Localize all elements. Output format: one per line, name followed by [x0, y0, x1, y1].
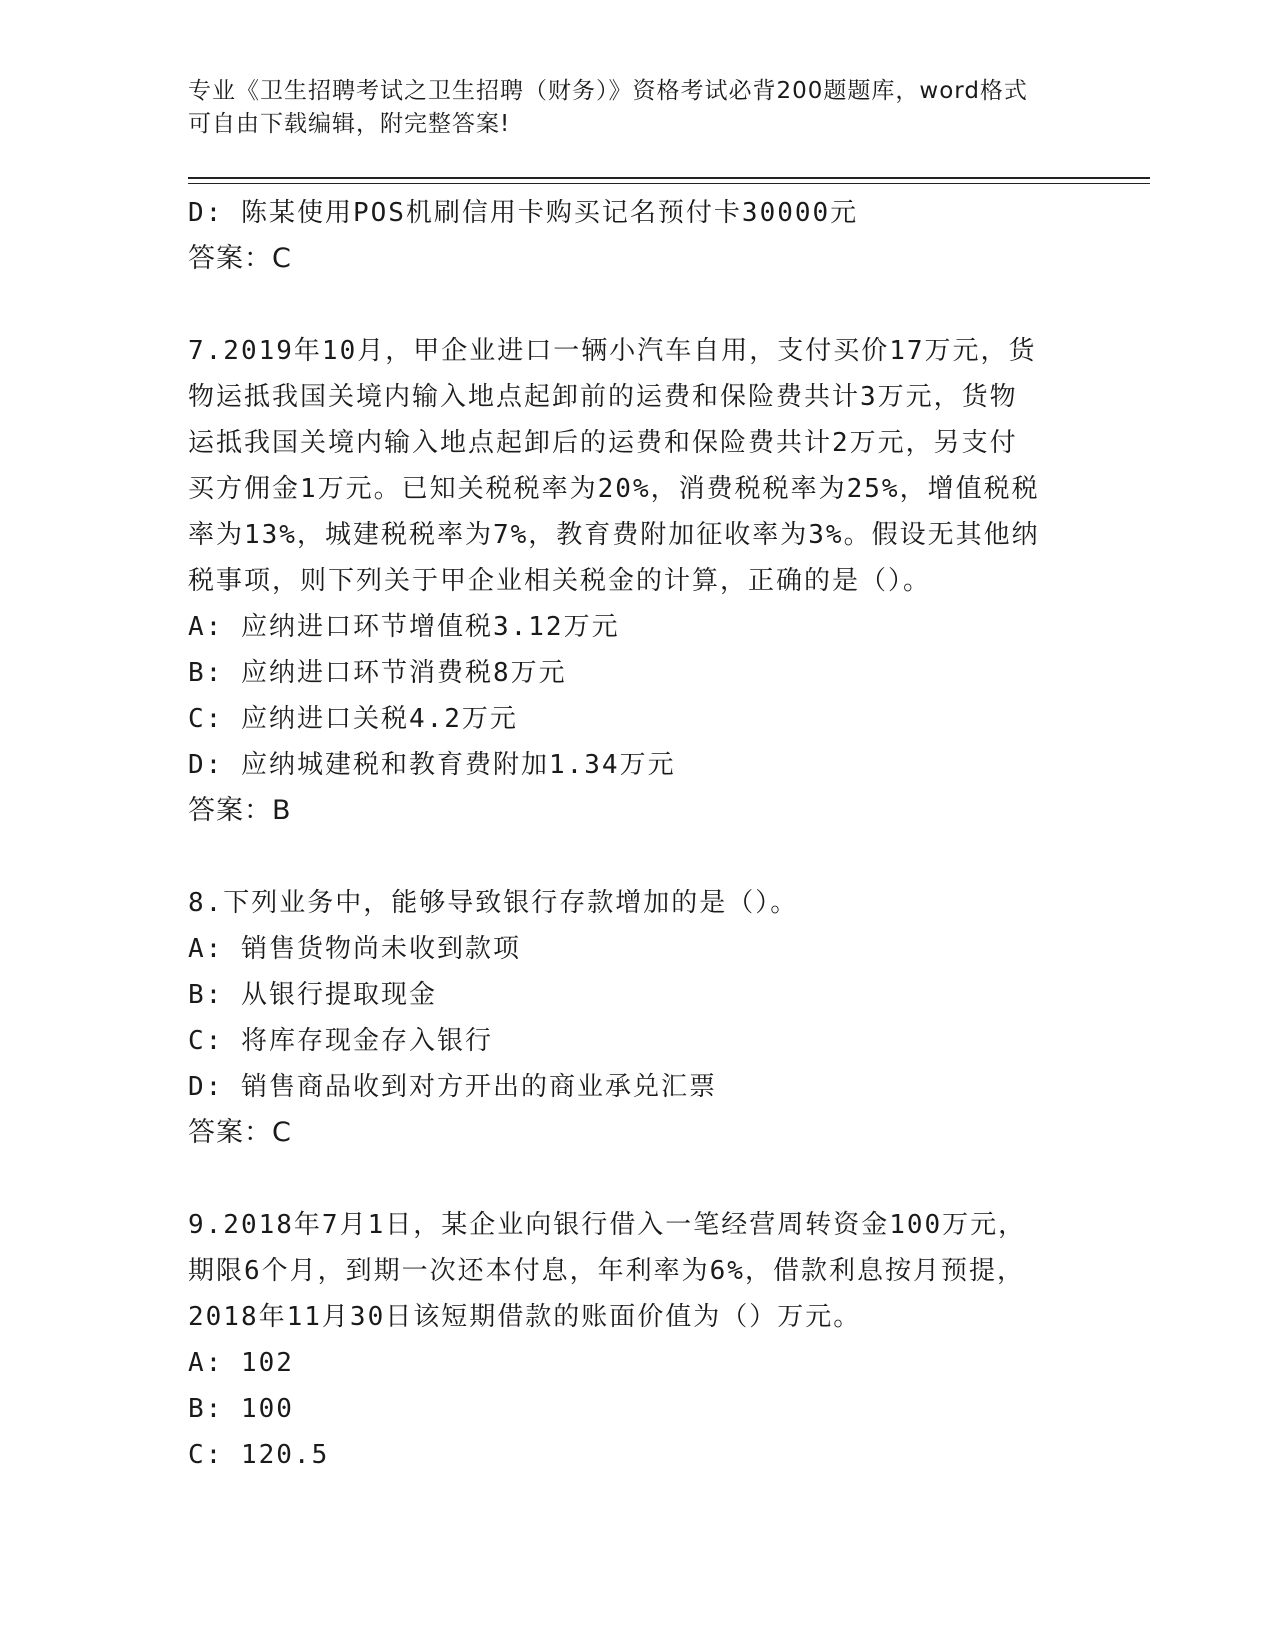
- q7-stem-line: 率为13%，城建税税率为7%，教育费附加征收率为3%。假设无其他纳: [188, 520, 1040, 550]
- q7-stem-line: 买方佣金1万元。已知关税税率为20%，消费税税率为25%，增值税税: [188, 474, 1040, 504]
- q8-option-d: D: 销售商品收到对方开出的商业承兑汇票: [188, 1072, 717, 1102]
- question-8: [188, 880, 1088, 1156]
- q9-stem-line: 期限6个月，到期一次还本付息，年利率为6%，借款利息按月预提，: [188, 1256, 1025, 1286]
- q6-answer: 答案：C: [188, 243, 292, 274]
- question-7: [188, 328, 1088, 834]
- question-content: [188, 190, 1088, 1478]
- q7-stem-line: 税事项，则下列关于甲企业相关税金的计算，正确的是（）。: [188, 566, 932, 596]
- question-6-tail: [188, 190, 1088, 282]
- page-header: [188, 75, 1068, 141]
- q7-option-d: D: 应纳城建税和教育费附加1.34万元: [188, 750, 676, 780]
- spacer: [188, 282, 1088, 328]
- question-9: [188, 1202, 1088, 1478]
- q7-option-a: A: 应纳进口环节增值税3.12万元: [188, 612, 620, 642]
- q8-option-b: B: 从银行提取现金: [188, 980, 437, 1010]
- q9-stem-line: 9.2018年7月1日，某企业向银行借入一笔经营周转资金100万元，: [188, 1210, 1027, 1240]
- spacer: [188, 1156, 1088, 1202]
- q9-option-c: C: 120.5: [188, 1440, 330, 1470]
- spacer: [188, 834, 1088, 880]
- header-title-line-2: 可自由下载编辑，附完整答案!: [188, 111, 511, 137]
- q7-option-c: C: 应纳进口关税4.2万元: [188, 704, 518, 734]
- q9-stem-line: 2018年11月30日该短期借款的账面价值为（）万元。: [188, 1302, 862, 1332]
- q8-option-c: C: 将库存现金存入银行: [188, 1026, 493, 1056]
- q7-stem-line: 物运抵我国关境内输入地点起卸前的运费和保险费共计3万元，货物: [188, 382, 1018, 412]
- q7-stem-line: 7.2019年10月，甲企业进口一辆小汽车自用，支付买价17万元，货: [188, 336, 1037, 366]
- q7-option-b: B: 应纳进口环节消费税8万元: [188, 658, 567, 688]
- q8-answer: 答案：C: [188, 1117, 292, 1148]
- header-divider-thin: [188, 183, 1150, 184]
- q8-option-a: A: 销售货物尚未收到款项: [188, 934, 521, 964]
- q9-option-a: A: 102: [188, 1348, 294, 1378]
- header-divider-thick: [188, 177, 1150, 179]
- q7-answer: 答案：B: [188, 795, 292, 826]
- q9-option-b: B: 100: [188, 1394, 294, 1424]
- header-title-line-1: 专业《卫生招聘考试之卫生招聘（财务）》资格考试必背200题题库，word格式: [188, 78, 1028, 104]
- q7-stem-line: 运抵我国关境内输入地点起卸后的运费和保险费共计2万元，另支付: [188, 428, 1018, 458]
- q6-option-d: D: 陈某使用POS机刷信用卡购买记名预付卡30000元: [188, 198, 859, 228]
- q8-stem: 8.下列业务中，能够导致银行存款增加的是（）。: [188, 888, 799, 918]
